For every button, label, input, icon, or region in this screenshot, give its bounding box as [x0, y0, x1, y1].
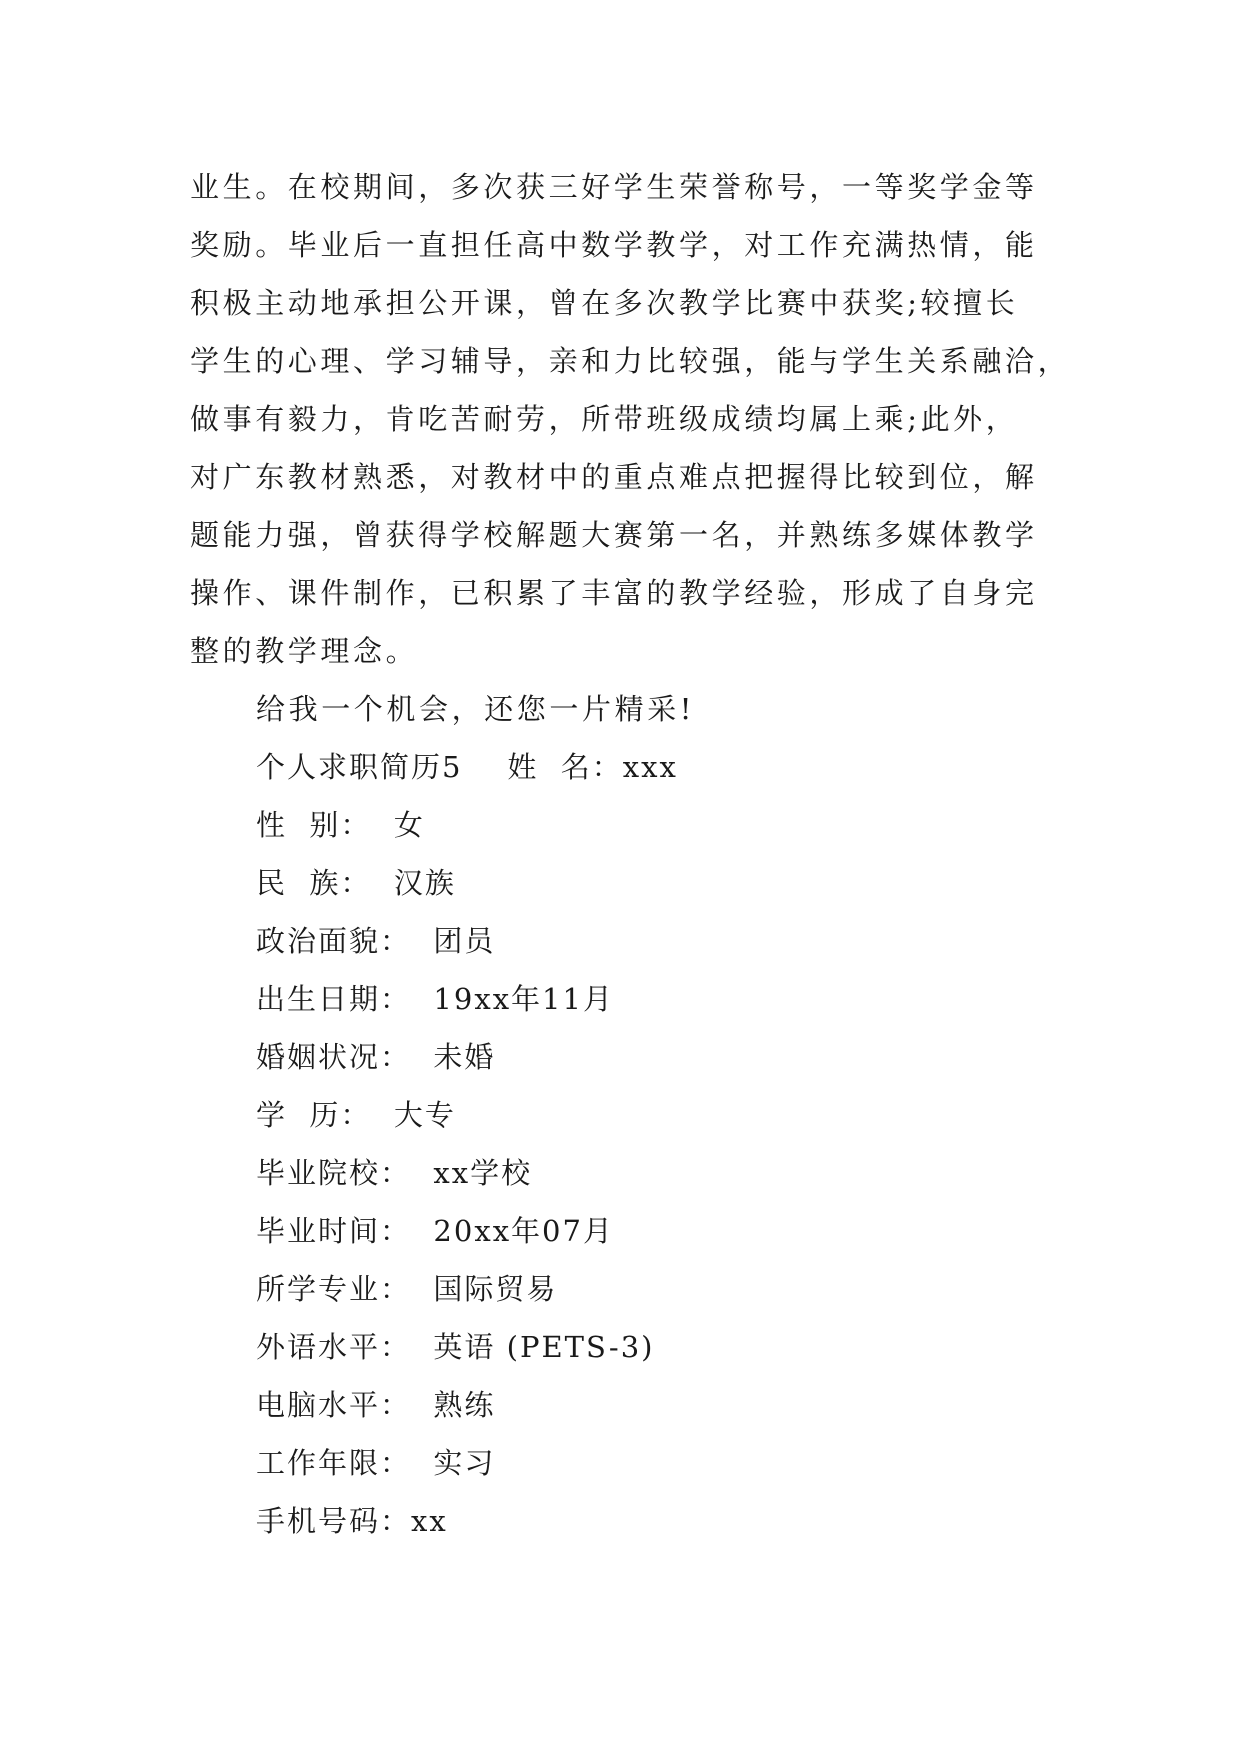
resume-heading: 个人求职简历5 姓 名：xxx — [256, 750, 678, 784]
paragraph-line: 操作、课件制作，已积累了丰富的教学经验，形成了自身完 — [190, 576, 1038, 610]
paragraph-line: 对广东教材熟悉，对教材中的重点难点把握得比较到位，解 — [190, 460, 1038, 494]
paragraph-line: 整的教学理念。 — [190, 634, 419, 668]
field-foreign-language: 外语水平： 英语 (PETS-3) — [256, 1330, 655, 1364]
field-work-years: 工作年限： 实习 — [256, 1446, 496, 1480]
field-major: 所学专业： 国际贸易 — [256, 1272, 558, 1306]
field-computer-skill: 电脑水平： 熟练 — [256, 1388, 496, 1422]
paragraph-line: 学生的心理、学习辅导，亲和力比较强，能与学生关系融洽， — [190, 344, 1071, 378]
field-gender: 性 别： 女 — [256, 808, 425, 842]
field-phone: 手机号码：xx — [256, 1504, 448, 1538]
field-ethnicity: 民 族： 汉族 — [256, 866, 456, 900]
field-marital-status: 婚姻状况： 未婚 — [256, 1040, 496, 1074]
paragraph-line: 做事有毅力，肯吃苦耐劳，所带班级成绩均属上乘;此外， — [190, 402, 1019, 436]
paragraph-line: 积极主动地承担公开课，曾在多次教学比赛中获奖;较擅长 — [190, 286, 1019, 320]
paragraph-line: 奖励。毕业后一直担任高中数学教学，对工作充满热情，能 — [190, 228, 1038, 262]
field-education: 学 历： 大专 — [256, 1098, 456, 1132]
field-school: 毕业院校： xx学校 — [256, 1156, 533, 1190]
field-birth-date: 出生日期： 19xx年11月 — [256, 982, 614, 1016]
document-body — [190, 158, 1071, 1550]
closing-line: 给我一个机会，还您一片精采! — [256, 692, 696, 726]
paragraph-line: 题能力强，曾获得学校解题大赛第一名，并熟练多媒体教学 — [190, 518, 1038, 552]
field-graduation-date: 毕业时间： 20xx年07月 — [256, 1214, 614, 1248]
paragraph-line: 业生。在校期间，多次获三好学生荣誉称号，一等奖学金等 — [190, 170, 1038, 204]
field-political-status: 政治面貌： 团员 — [256, 924, 496, 958]
